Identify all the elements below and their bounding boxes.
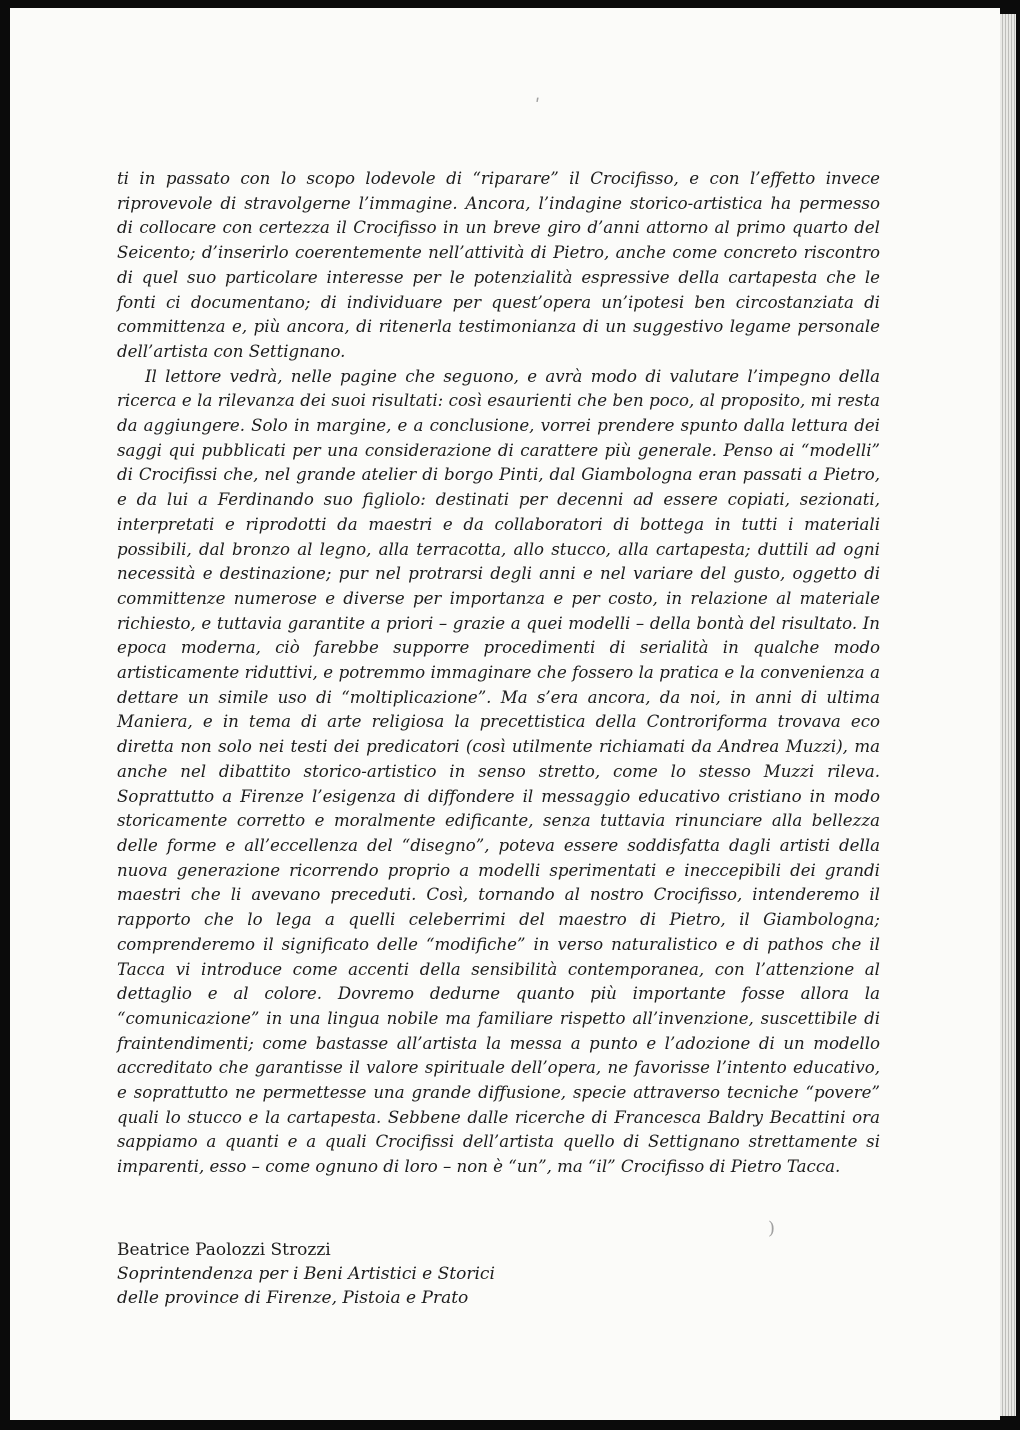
pencil-mark-bottom: ) — [768, 1218, 776, 1239]
author-name: Beatrice Paolozzi Strozzi — [117, 1240, 331, 1260]
office-line-2: delle province di Firenze, Pistoia e Prato — [117, 1288, 469, 1308]
office-line-1: Soprintendenza per i Beni Artistici e Storici — [117, 1264, 495, 1284]
essay-body — [117, 167, 880, 1180]
page-stack-edge — [1000, 14, 1016, 1416]
pencil-mark-top: ʹ — [535, 96, 541, 117]
essay-paragraph-1: ti in passato con lo scopo lodevole di “riparare” il Crocifisso, e con l’effetto invece riprovevole di stravolgerne l’immagine. Ancora, l’indagine storico-artistica ha permesso di collocare con certezza il Crocifisso in un breve giro d’anni attorno al primo quarto del Seicento; d’inserirlo coerentemente nell’attività di Pietro, anche come concreto riscontro di quel suo particolare interesse per le potenzialità espressive della cartapesta che le fonti ci documentano; di individuare per quest’opera un’ipotesi ben circostanziata di committenza e, più ancora, di ritenerla testimonianza di un suggestivo legame personale dell’artista con Settignano. — [117, 169, 880, 361]
signature-block — [117, 1238, 717, 1310]
essay-paragraph-2: Il lettore vedrà, nelle pagine che seguono, e avrà modo di valutare l’impegno della ricerca e la rilevanza dei suoi risultati: così esaurienti che ben poco, al proposito, mi resta da aggiungere. Solo in margine, e a conclusione, vorrei prendere spunto dalla lettura dei saggi qui pubblicati per una considerazione di carattere più generale. Penso ai “modelli” di Crocifissi che, nel grande atelier di borgo Pinti, dal Giambologna eran passati a Pietro, e da lui a Ferdinando suo figliolo: destinati per decenni ad essere copiati, sezionati, interpretati e riprodotti da maestri e da collaboratori di bottega in tutti i materiali possibili, dal bronzo al legno, alla terracotta, allo stucco, alla cartapesta; duttili ad ogni necessità e destinazione; pur nel protrarsi degli anni e nel variare del gusto, oggetto di committenze numerose e diverse per importanza e per costo, in relazione al materiale richiesto, e tuttavia garantite a priori – grazie a quei modelli – della bontà del risultato. In epoca moderna, ciò farebbe supporre procedimenti di serialità in qualche modo artisticamente riduttivi, e potremmo immaginare che fossero la pratica e la convenienza a dettare un simile uso di “moltiplicazione”. Ma s’era ancora, da noi, in anni di ultima Maniera, e in tema di arte religiosa la precettistica della Controriforma trovava eco diretta non solo nei testi dei predicatori (così utilmente richiamati da Andrea Muzzi), ma anche nel dibattito storico-artistico in senso stretto, come lo stesso Muzzi rileva. Soprattutto a Firenze l’esigenza di diffondere il messaggio educativo cristiano in modo storicamente corretto e moralmente edificante, senza tuttavia rinunciare alla bellezza delle forme e all’eccellenza del “disegno”, poteva essere soddisfatta dagli artisti della nuova generazione ricorrendo proprio a modelli sperimentati e ineccepibili dei grandi maestri che li avevano preceduti. Così, tornando al nostro Crocifisso, intenderemo il rapporto che lo lega a quelli celeberrimi del maestro di Pietro, il Giambologna; comprenderemo il significato delle “modifiche” in verso naturalistico e di pathos che il Tacca vi introduce come accenti della sensibilità contemporanea, con l’attenzione al dettaglio e al colore. Dovremo dedurne quanto più importante fosse allora la “comunicazione” in una lingua nobile ma familiare rispetto all’invenzione, suscettibile di fraintendimenti; come bastasse all’artista la messa a punto e l’adozione di un modello accreditato che garantisse il valore spirituale dell’opera, ne favorisse l’intento educativo, e soprattutto ne permettesse una grande diffusione, specie attraverso tecniche “povere” quali lo stucco e la cartapesta. Sebbene dalle ricerche di Francesca Baldry Becattini ora sappiamo a quanti e a quali Crocifissi dell’artista quello di Settignano strettamente si imparenti, esso – come ognuno di loro – non è “un”, ma “il” Crocifisso di Pietro Tacca. — [117, 366, 880, 1177]
